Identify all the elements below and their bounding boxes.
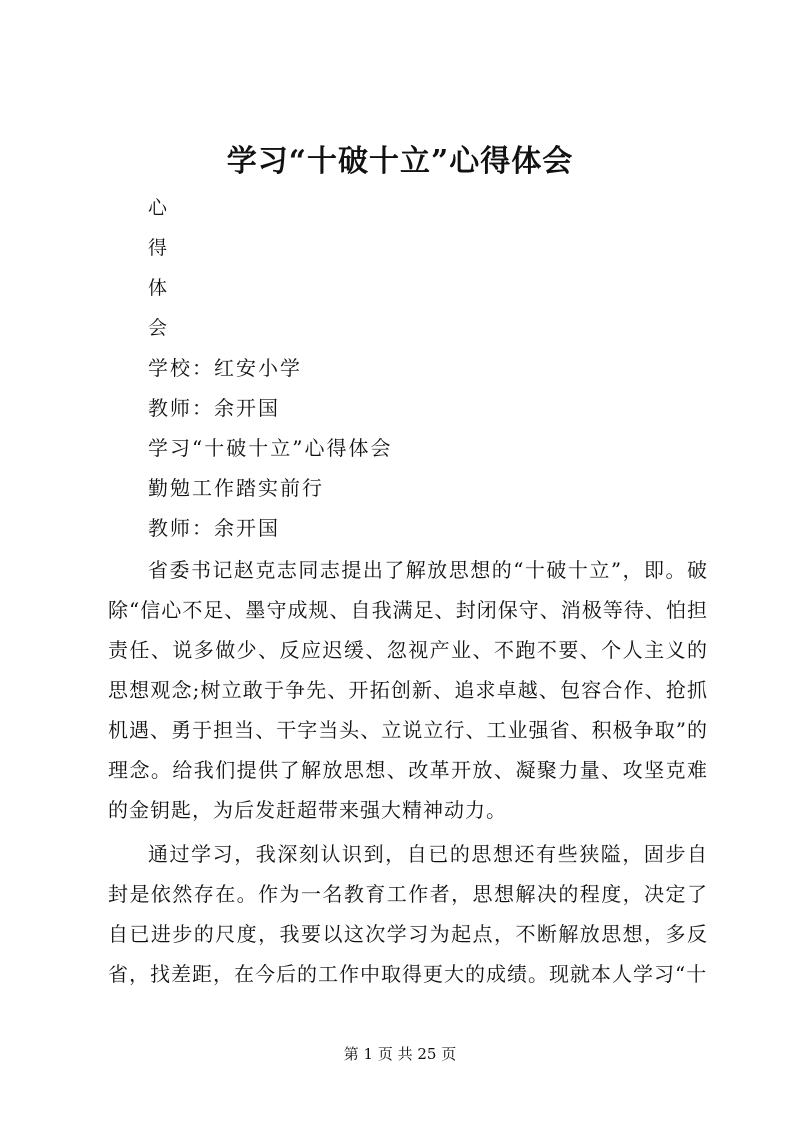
teacher-line-2: 教师：余开国 bbox=[148, 516, 280, 540]
school-line: 学校：红安小学 bbox=[148, 356, 302, 380]
teacher-line: 教师：余开国 bbox=[148, 396, 280, 420]
paragraph: 通过学习，我深刻认识到，自已的思想还有些狭隘，固步自封是依然存在。作为一名教育工作者，思想解决的程度，决定了自已进步的尺度，我要以这次学习为起点，不断解放思想，多反省，找差距，在今后的工作中取得更大的成绩。现就本人学习“十 bbox=[108, 842, 708, 986]
vertical-heading-char: 得 bbox=[148, 237, 168, 259]
vertical-heading bbox=[148, 194, 167, 354]
motto-line: 勤勉工作踏实前行 bbox=[148, 476, 324, 500]
meta-block bbox=[148, 350, 392, 550]
document-title: 学习“十破十立”心得体会 bbox=[226, 144, 574, 179]
vertical-heading-char: 心 bbox=[148, 197, 168, 219]
vertical-heading-char: 体 bbox=[148, 277, 168, 299]
paragraph: 省委书记赵克志同志提出了解放思想的“十破十立”，即。破除“信心不足、墨守成规、自我满足、封闭保守、消极等待、怕担责任、说多做少、反应迟缓、忽视产业、不跑不要、个人主义的思想观念;树立敢于争先、开拓创新、追求卓越、包容合作、抢抓机遇、勇于担当、干字当头、立说立行、工业强省、积极争取”的理念。给我们提供了解放思想、改革开放、凝聚力量、攻坚克难的金钥匙，为后发赶超带来强大精神动力。 bbox=[108, 558, 708, 822]
subtitle-line: 学习“十破十立”心得体会 bbox=[148, 436, 393, 460]
page-footer: 第 1 页 共 25 页 bbox=[343, 1045, 457, 1063]
body-text bbox=[108, 550, 708, 998]
vertical-heading-char: 会 bbox=[148, 317, 168, 339]
